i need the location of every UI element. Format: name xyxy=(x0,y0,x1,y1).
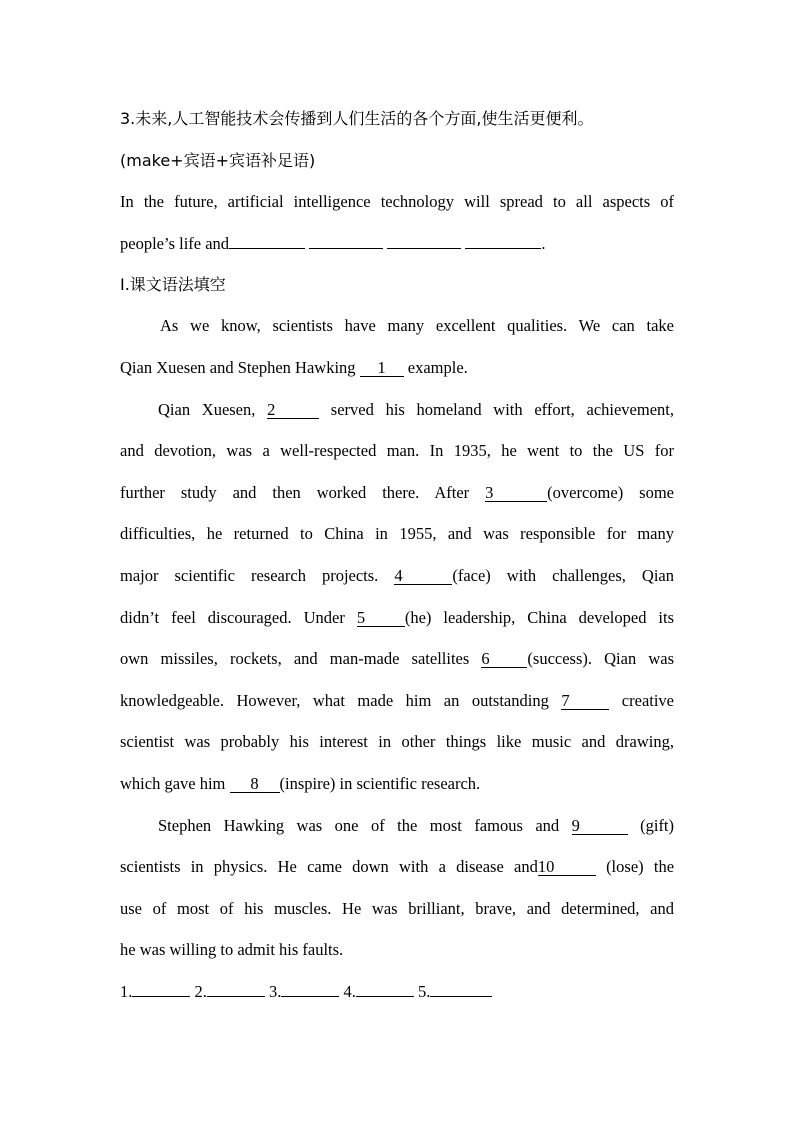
passage-line xyxy=(120,691,674,711)
passage-line: he was willing to admit his faults. xyxy=(120,940,344,959)
blank-9[interactable]: 9 xyxy=(572,817,628,835)
passage-line xyxy=(120,358,674,378)
passage-line xyxy=(120,649,674,669)
passage-text: (gift) xyxy=(640,816,675,835)
answer-blank[interactable] xyxy=(229,248,305,249)
question-3-line-2-text: people’s life and xyxy=(120,234,230,253)
blank-1[interactable]: 1 xyxy=(360,359,404,377)
passage-text: (face) with challenges, Qian xyxy=(452,566,674,585)
passage-line xyxy=(120,566,674,586)
answer-field-5[interactable] xyxy=(430,996,492,997)
passage-line xyxy=(120,857,674,877)
passage-line: As we know, scientists have many excellent qualities. We can take xyxy=(160,316,674,335)
passage-text: (lose) the xyxy=(606,857,675,876)
passage-text: served his homeland with effort, achievement, xyxy=(330,400,674,419)
sentence-end: . xyxy=(541,234,546,253)
passage-line: use of most of his muscles. He was brilliant, brave, and determined, and xyxy=(120,899,674,918)
passage-text: Stephen Hawking was one of the most famous and xyxy=(158,816,560,835)
answer-label-3: 3. xyxy=(269,982,282,1001)
answer-field-2[interactable] xyxy=(207,996,265,997)
answer-label-5: 5. xyxy=(418,982,431,1001)
blank-4[interactable]: 4 xyxy=(394,567,452,585)
answer-blank[interactable] xyxy=(465,248,541,249)
passage-text: further study and then worked there. After xyxy=(120,483,470,502)
passage-line xyxy=(120,608,674,628)
answer-label-2: 2. xyxy=(194,982,207,1001)
passage-text: own missiles, rockets, and man-made satellites xyxy=(120,649,470,668)
blank-2[interactable]: 2 xyxy=(267,401,319,419)
passage-line xyxy=(120,774,674,794)
passage-text: example. xyxy=(407,358,468,377)
question-3-hint: (make+宾语+宾语补足语) xyxy=(120,151,316,170)
question-3-prompt: 3.未来,人工智能技术会传播到人们生活的各个方面,使生活更便利。 xyxy=(120,109,594,128)
answer-blank[interactable] xyxy=(387,248,461,249)
question-3-english-line-1: In the future, artificial intelligence technology will spread to all aspects of xyxy=(120,192,674,211)
passage-text: which gave him xyxy=(120,774,226,793)
question-3-english-line-2 xyxy=(120,234,674,254)
passage-text: scientists in physics. He came down with a disease and xyxy=(120,857,538,876)
blank-5[interactable]: 5 xyxy=(357,609,405,627)
passage-text: (overcome) some xyxy=(547,483,674,502)
passage-text: Qian Xuesen, xyxy=(158,400,256,419)
blank-6[interactable]: 6 xyxy=(481,650,527,668)
answer-field-4[interactable] xyxy=(356,996,414,997)
answer-field-1[interactable] xyxy=(132,996,190,997)
passage-line xyxy=(120,400,674,420)
passage-line: scientist was probably his interest in other things like music and drawing, xyxy=(120,732,674,751)
blank-3[interactable]: 3 xyxy=(485,484,547,502)
passage-text: creative xyxy=(621,691,675,710)
answer-row xyxy=(120,982,674,1002)
passage-text: (he) leadership, China developed its xyxy=(404,608,675,627)
answer-label-1: 1. xyxy=(120,982,133,1001)
answer-blank[interactable] xyxy=(309,248,383,249)
blank-7[interactable]: 7 xyxy=(561,692,609,710)
passage-line xyxy=(120,816,674,836)
passage-text: Qian Xuesen and Stephen Hawking xyxy=(120,358,356,377)
passage-text: major scientific research projects. xyxy=(120,566,379,585)
passage-text: knowledgeable. However, what made him an outstanding xyxy=(120,691,549,710)
passage-text: didn’t feel discouraged. Under xyxy=(120,608,345,627)
blank-8[interactable]: 8 xyxy=(230,775,280,793)
passage-text: (success). Qian was xyxy=(527,649,674,668)
passage-text: (inspire) in scientific research. xyxy=(279,774,481,793)
answer-label-4: 4. xyxy=(343,982,356,1001)
passage-line: and devotion, was a well-respected man. In 1935, he went to the US for xyxy=(120,441,674,460)
blank-10[interactable]: 10 xyxy=(538,858,596,876)
passage-line: difficulties, he returned to China in 1955, and was responsible for many xyxy=(120,524,674,543)
section-title: Ⅰ.课文语法填空 xyxy=(120,275,226,294)
passage-line xyxy=(120,483,674,503)
answer-field-3[interactable] xyxy=(281,996,339,997)
